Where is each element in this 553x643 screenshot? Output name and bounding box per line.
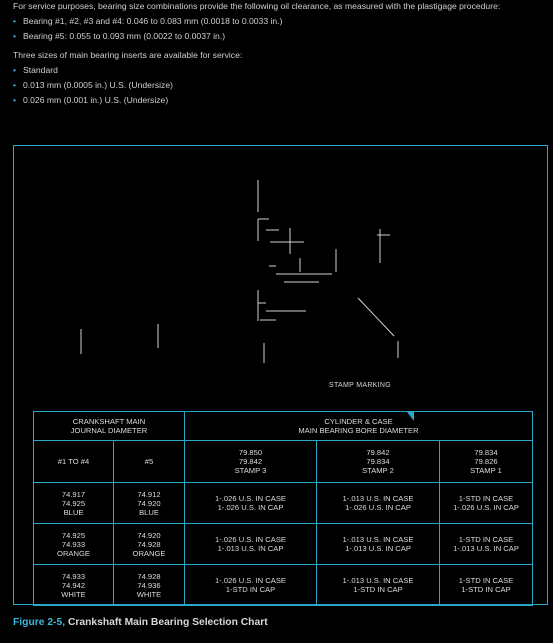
- list-item: • Bearing #1, #2, #3 and #4: 0.046 to 0.083 mm (0.0018 to 0.0033 in.): [13, 16, 548, 28]
- journal-5-cell: 74.912 74.920 BLUE: [114, 483, 185, 524]
- intro-text: [13, 1, 548, 106]
- journal-5-cell: 74.928 74.936 WHITE: [114, 565, 185, 606]
- table-row: [34, 524, 533, 565]
- stamp-3-cell: 1-.026 U.S. IN CASE 1-.026 U.S. IN CAP: [185, 483, 317, 524]
- col-journal-1-4: #1 TO #4: [34, 441, 114, 483]
- stamp-3-cell: 1-.026 U.S. IN CASE 1-STD IN CAP: [185, 565, 317, 606]
- col-stamp-2: 79.842 79.834 STAMP 2: [317, 441, 440, 483]
- figure-title: Crankshaft Main Bearing Selection Chart: [65, 617, 268, 628]
- journal-5-cell: 74.920 74.928 ORANGE: [114, 524, 185, 565]
- intro-paragraph-2: Three sizes of main bearing inserts are available for service:: [13, 49, 243, 60]
- figure-number: Figure 2-5,: [13, 617, 66, 628]
- col-journal-5: #5: [114, 441, 185, 483]
- list-item: • Bearing #5: 0.055 to 0.093 mm (0.0022 to 0.0037 in.): [13, 31, 548, 43]
- stamp-2-cell: 1-.013 U.S. IN CASE 1-.026 U.S. IN CAP: [317, 483, 440, 524]
- col-stamp-3: 79.850 79.842 STAMP 3: [185, 441, 317, 483]
- selection-chart-figure: [13, 145, 548, 605]
- stamp-2-cell: 1-.013 U.S. IN CASE 1-.013 U.S. IN CAP: [317, 524, 440, 565]
- list-item: • 0.013 mm (0.0005 in.) U.S. (Undersize): [13, 80, 548, 92]
- journal-1-4-cell: 74.917 74.925 BLUE: [34, 483, 114, 524]
- intro-paragraph-1: For service purposes, bearing size combinations provide the following oil clearance, as measured with the plastigage procedure:: [13, 1, 501, 11]
- stamp-2-cell: 1-.013 U.S. IN CASE 1-STD IN CAP: [317, 565, 440, 606]
- journal-1-4-cell: 74.925 74.933 ORANGE: [34, 524, 114, 565]
- bore-diameter-header: CYLINDER & CASE MAIN BEARING BORE DIAMETER: [185, 412, 533, 441]
- list-item: • Standard: [13, 65, 548, 77]
- stamp-1-cell: 1-STD IN CASE 1-STD IN CAP: [440, 565, 533, 606]
- stamp-1-cell: 1-STD IN CASE 1-.026 U.S. IN CAP: [440, 483, 533, 524]
- table-row: [34, 483, 533, 524]
- table-row: [34, 565, 533, 606]
- stamp-3-cell: 1-.026 U.S. IN CASE 1-.013 U.S. IN CAP: [185, 524, 317, 565]
- figure-caption: [13, 617, 268, 628]
- journal-diameter-header: CRANKSHAFT MAIN JOURNAL DIAMETER: [34, 412, 185, 441]
- journal-1-4-cell: 74.933 74.942 WHITE: [34, 565, 114, 606]
- col-stamp-1: 79.834 79.826 STAMP 1: [440, 441, 533, 483]
- clearance-list: [13, 16, 548, 43]
- drawing-line: [358, 298, 394, 336]
- stamp-marking-label: STAMP MARKING: [329, 382, 391, 389]
- engine-block-drawing: [14, 146, 549, 391]
- list-item: • 0.026 mm (0.001 in.) U.S. (Undersize): [13, 95, 548, 107]
- stamp-1-cell: 1-STD IN CASE 1-.013 U.S. IN CAP: [440, 524, 533, 565]
- bearing-selection-table: [33, 411, 533, 606]
- size-list: [13, 65, 548, 107]
